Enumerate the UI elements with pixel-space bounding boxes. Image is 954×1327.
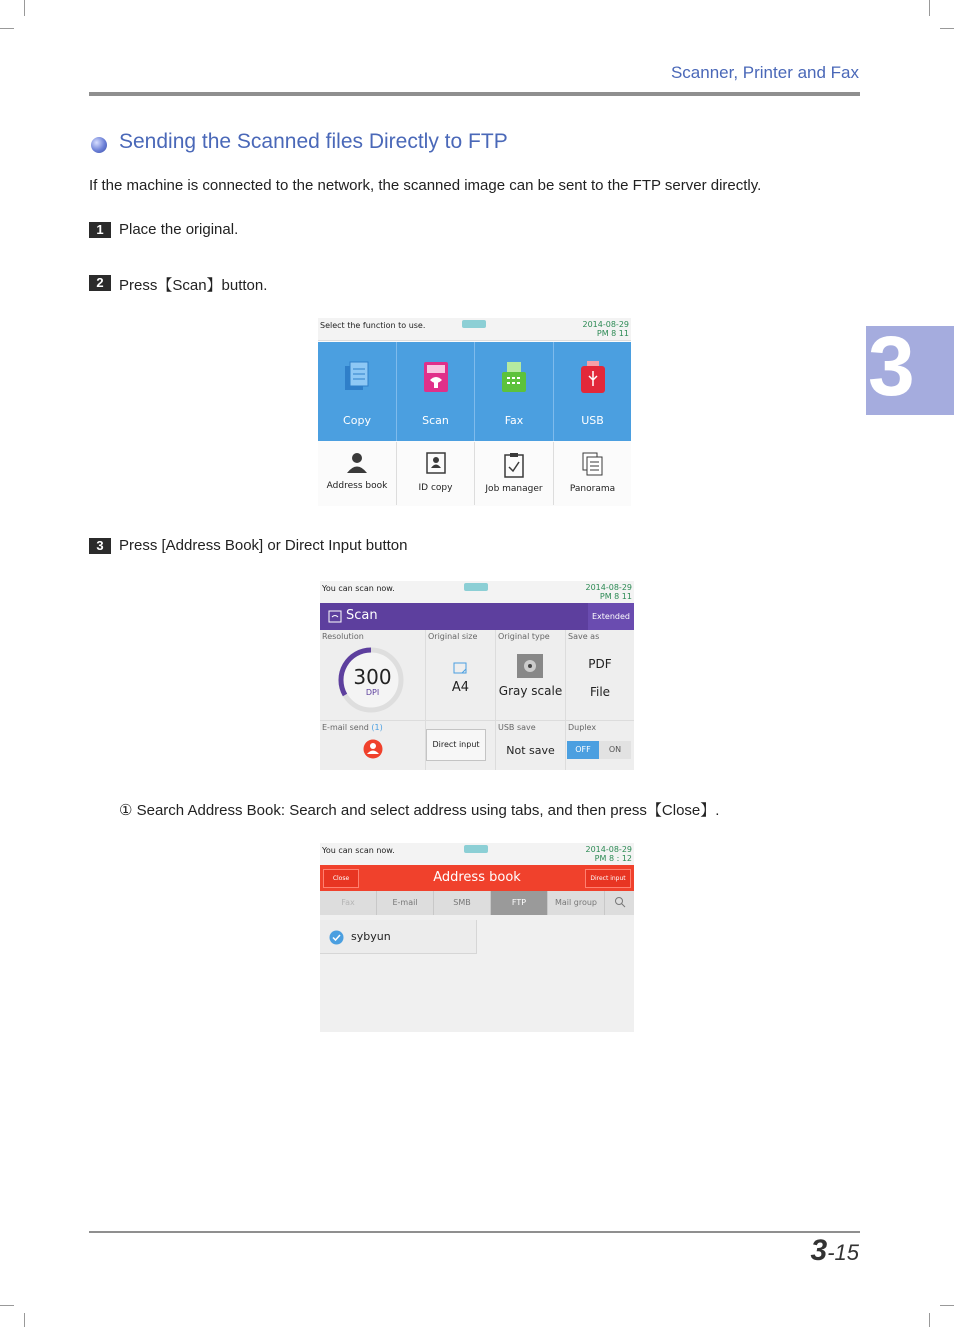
status-time: PM 8 11 [596, 329, 629, 338]
status-bar [320, 581, 634, 604]
scan-title: Scan [346, 608, 378, 623]
resolution-value: 300 [353, 665, 392, 689]
step-number: 1 [89, 222, 111, 238]
substep-text: ① Search Address Book: Search and select address using tabs, and then press【Close】. [119, 802, 720, 819]
step-text: Press [Address Book] or Direct Input button [119, 537, 408, 554]
pages-icon [582, 452, 604, 476]
step-text: Place the original. [119, 221, 239, 238]
original-type-value: Gray scale [498, 684, 563, 698]
scan-icon [422, 360, 450, 394]
scan-header [320, 603, 634, 630]
step-text: Press【Scan】button. [119, 277, 268, 294]
check-circle-icon [329, 930, 344, 945]
address-book-icon[interactable] [363, 739, 383, 759]
status-date: 2014-08-29 [585, 583, 632, 592]
tab-mail-group[interactable]: Mail group [548, 891, 605, 915]
original-type-caption: Original type [498, 632, 550, 641]
direct-input-button[interactable]: Direct input [585, 869, 631, 888]
original-size-value: A4 [451, 680, 470, 695]
step-number: 3 [89, 538, 111, 554]
section-name: Scanner, Printer and Fax [670, 63, 859, 82]
crop-mark [24, 1313, 25, 1327]
drawer-handle[interactable] [462, 320, 486, 328]
status-message: Select the function to use. [320, 321, 426, 330]
original-type-cell[interactable] [496, 630, 566, 721]
status-datetime [586, 845, 633, 863]
page-number [811, 1234, 859, 1268]
status-bar [320, 843, 634, 866]
email-send-label: E-mail send [322, 723, 369, 732]
person-icon [346, 452, 368, 474]
page-size-icon [453, 662, 467, 674]
status-time: PM 8 : 12 [594, 854, 632, 863]
duplex-on-toggle[interactable]: ON [599, 741, 631, 759]
drawer-handle[interactable] [464, 583, 488, 591]
crop-mark [0, 1305, 14, 1306]
original-size-caption: Original size [428, 632, 478, 641]
page-chapter: 3 [810, 1234, 828, 1267]
search-tab[interactable] [605, 891, 634, 915]
crop-mark [0, 28, 14, 29]
status-date: 2014-08-29 [585, 845, 632, 854]
title-bullet-icon [91, 137, 107, 153]
tool-label: Job manager [485, 484, 543, 494]
copy-tile[interactable] [318, 342, 397, 441]
copy-icon [343, 360, 371, 394]
status-message: You can scan now. [322, 584, 395, 593]
save-as-format: PDF [588, 657, 612, 671]
scan-icon [328, 610, 342, 623]
duplex-off-toggle[interactable]: OFF [567, 741, 599, 759]
home-screen-screenshot [318, 318, 631, 506]
duplex-cell [566, 721, 634, 770]
save-as-type: File [589, 685, 611, 699]
save-as-caption: Save as [568, 632, 600, 641]
gray-scale-icon [517, 654, 543, 678]
scan-screen-screenshot [320, 581, 634, 770]
extended-button[interactable]: Extended [588, 603, 634, 630]
page-title: Sending the Scanned files Directly to FTP [119, 130, 508, 153]
resolution-caption: Resolution [322, 632, 364, 641]
direct-input-button[interactable]: Direct input [426, 729, 486, 761]
tab-fax[interactable]: Fax [320, 891, 377, 915]
address-book-screenshot [320, 843, 634, 1032]
address-book-tool[interactable] [318, 442, 397, 505]
tile-label: USB [581, 414, 604, 427]
fax-icon [500, 360, 528, 394]
close-button[interactable]: Close [323, 869, 359, 888]
crop-mark [929, 0, 930, 16]
direct-input-cell [426, 721, 496, 770]
usb-tile[interactable] [554, 342, 631, 441]
crop-mark [940, 28, 954, 29]
tile-label: Scan [422, 414, 449, 427]
status-datetime [586, 583, 633, 601]
job-manager-tool[interactable] [475, 442, 554, 505]
email-send-caption [322, 723, 383, 732]
tool-label: Panorama [569, 484, 616, 494]
scan-tile[interactable] [397, 342, 475, 441]
drawer-handle[interactable] [464, 845, 488, 853]
id-copy-tool[interactable] [397, 442, 475, 505]
resolution-unit: DPI [365, 688, 380, 697]
usb-icon [579, 360, 607, 394]
crop-mark [929, 1313, 930, 1327]
entry-name: sybyun [351, 930, 391, 943]
chapter-tab [866, 326, 954, 415]
tile-label: Fax [504, 414, 524, 427]
intro-paragraph: If the machine is connected to the network, the scanned image can be sent to the FTP server directly. [89, 177, 762, 194]
resolution-cell[interactable] [320, 630, 426, 721]
email-send-count: (1) [371, 723, 383, 732]
usb-save-caption: USB save [498, 723, 536, 732]
tile-label: Copy [343, 414, 371, 427]
save-as-cell[interactable] [566, 630, 634, 721]
search-icon [614, 896, 626, 908]
chapter-number: 3 [868, 326, 915, 413]
tool-label: ID copy [418, 483, 453, 493]
tool-label: Address book [326, 481, 388, 491]
list-item[interactable] [320, 920, 477, 954]
crop-mark [24, 0, 25, 16]
status-date: 2014-08-29 [582, 320, 629, 329]
fax-tile[interactable] [475, 342, 554, 441]
panorama-tool[interactable] [554, 442, 631, 505]
footer-rule [89, 1231, 860, 1233]
address-book-header [320, 865, 634, 891]
crop-mark [940, 1305, 954, 1306]
tab-email[interactable]: E-mail [377, 891, 434, 915]
status-datetime [583, 320, 630, 338]
step-number: 2 [89, 275, 111, 291]
clipboard-icon [503, 452, 525, 478]
tab-smb[interactable]: SMB [434, 891, 491, 915]
duplex-caption: Duplex [568, 723, 597, 732]
usb-save-cell[interactable] [496, 721, 566, 770]
status-time: PM 8 11 [599, 592, 632, 601]
page-index: -15 [827, 1240, 859, 1265]
id-card-icon [425, 452, 447, 474]
usb-save-value: Not save [506, 744, 555, 757]
status-bar [318, 318, 631, 341]
email-send-cell[interactable] [320, 721, 426, 770]
address-book-title: Address book [433, 870, 521, 885]
status-message: You can scan now. [322, 846, 395, 855]
header-rule [89, 92, 860, 96]
original-size-cell[interactable] [426, 630, 496, 721]
tab-ftp[interactable]: FTP [491, 891, 548, 915]
